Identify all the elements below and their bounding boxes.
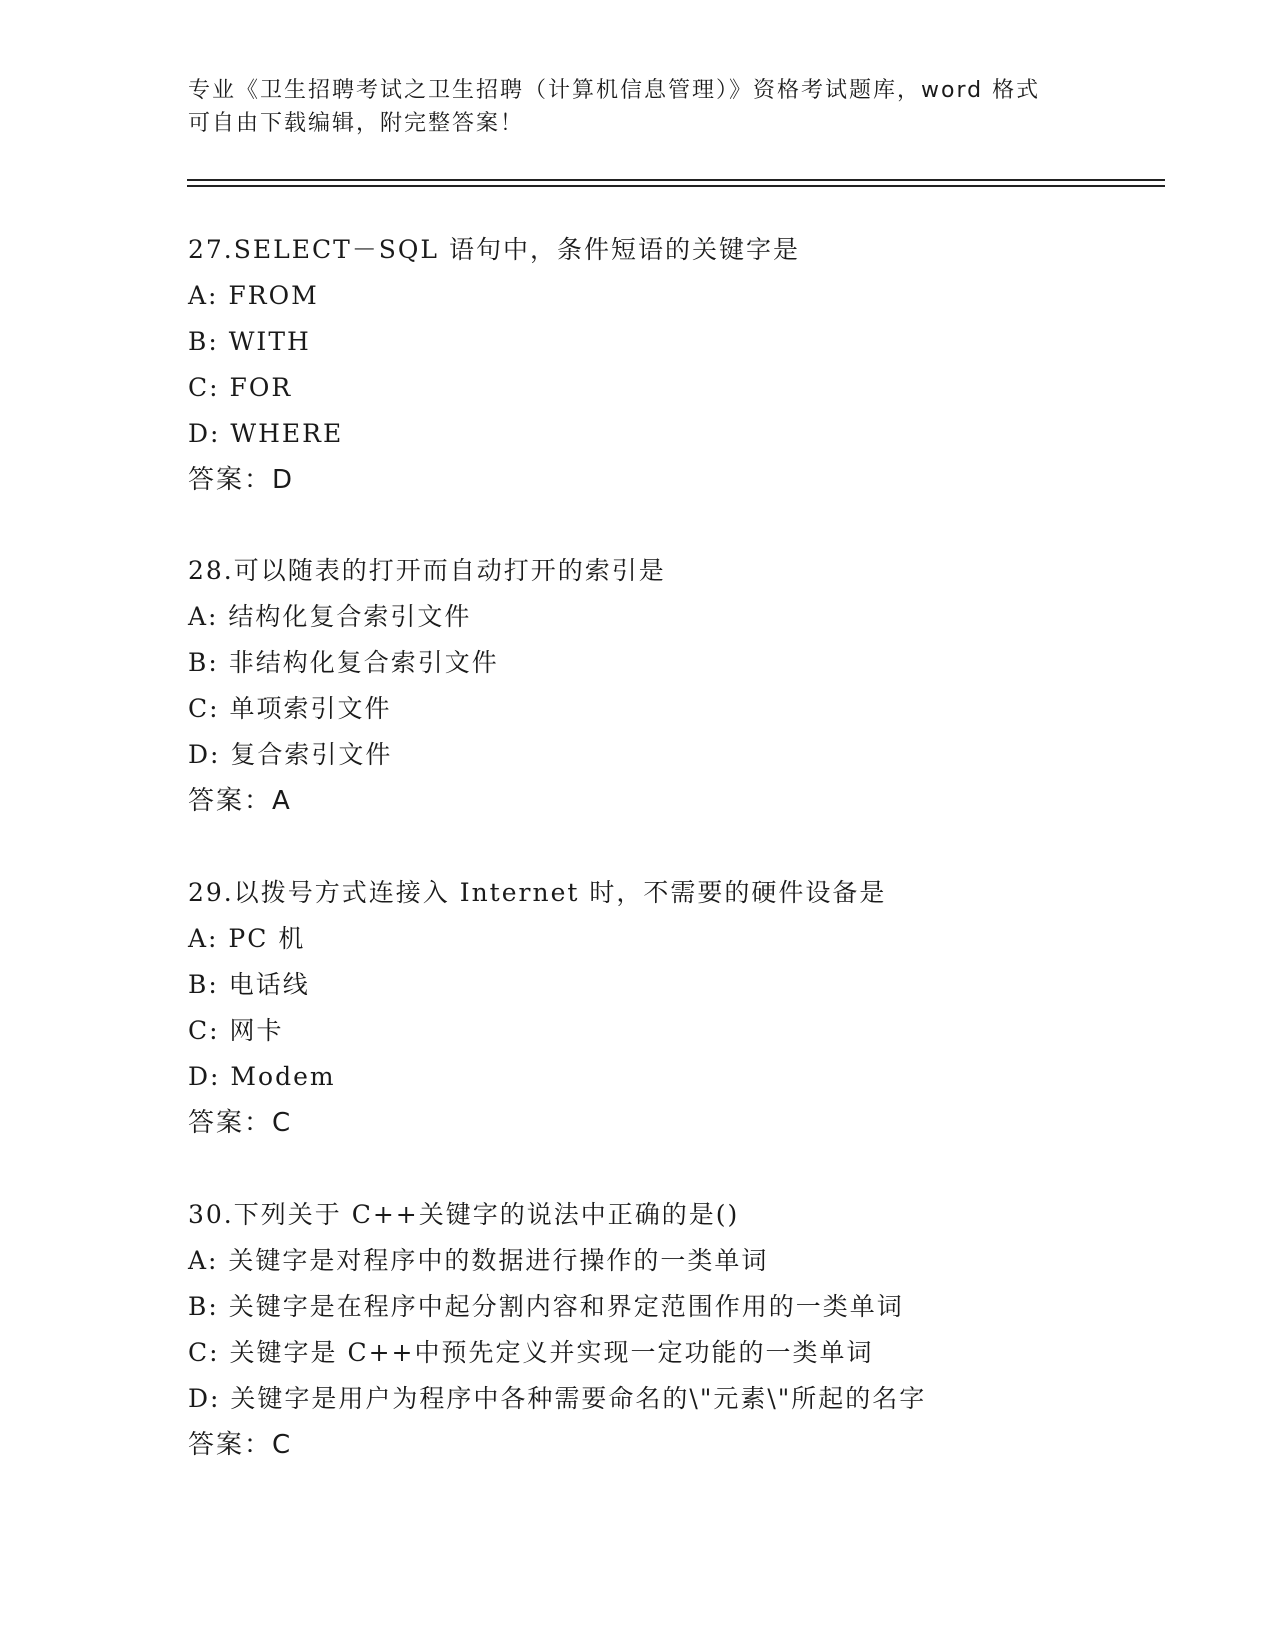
option-b: B: WITH — [188, 327, 311, 356]
option-a: A: 关键字是对程序中的数据进行操作的一类单词 — [188, 1246, 769, 1275]
option-c: C: 单项索引文件 — [188, 694, 392, 723]
option-d: D: WHERE — [188, 419, 344, 448]
question-stem: 27.SELECT－SQL 语句中，条件短语的关键字是 — [188, 235, 800, 264]
option-b: B: 关键字是在程序中起分割内容和界定范围作用的一类单词 — [188, 1292, 904, 1321]
option-d: D: 关键字是用户为程序中各种需要命名的\"元素\"所起的名字 — [188, 1384, 927, 1413]
option-a: A: 结构化复合索引文件 — [188, 602, 472, 631]
question-27 — [188, 227, 1188, 503]
option-b: B: 电话线 — [188, 970, 310, 999]
question-29 — [188, 870, 1188, 1146]
question-stem: 30.下列关于 C++关键字的说法中正确的是() — [188, 1200, 740, 1229]
question-30 — [188, 1192, 1188, 1468]
header-divider-top — [187, 179, 1165, 181]
answer-label: 答案：C — [188, 1108, 293, 1138]
question-stem: 29.以拨号方式连接入 Internet 时，不需要的硬件设备是 — [188, 878, 887, 907]
option-d: D: 复合索引文件 — [188, 740, 393, 769]
answer-label: 答案：C — [188, 1430, 293, 1460]
header-line-1: 专业《卫生招聘考试之卫生招聘（计算机信息管理）》资格考试题库，word 格式 — [188, 78, 1041, 103]
question-stem: 28.可以随表的打开而自动打开的索引是 — [188, 556, 666, 585]
option-c: C: 关键字是 C++中预先定义并实现一定功能的一类单词 — [188, 1338, 874, 1367]
option-a: A: PC 机 — [188, 924, 306, 953]
answer-label: 答案：D — [188, 465, 295, 495]
option-d: D: Modem — [188, 1062, 336, 1091]
option-a: A: FROM — [188, 281, 319, 310]
header-divider-bottom — [187, 185, 1165, 187]
answer-label: 答案：A — [188, 786, 292, 816]
question-28 — [188, 548, 1188, 824]
header-line-2: 可自由下载编辑，附完整答案！ — [188, 111, 525, 136]
option-c: C: FOR — [188, 373, 293, 402]
option-b: B: 非结构化复合索引文件 — [188, 648, 499, 677]
document-header — [188, 74, 1088, 140]
option-c: C: 网卡 — [188, 1016, 284, 1045]
